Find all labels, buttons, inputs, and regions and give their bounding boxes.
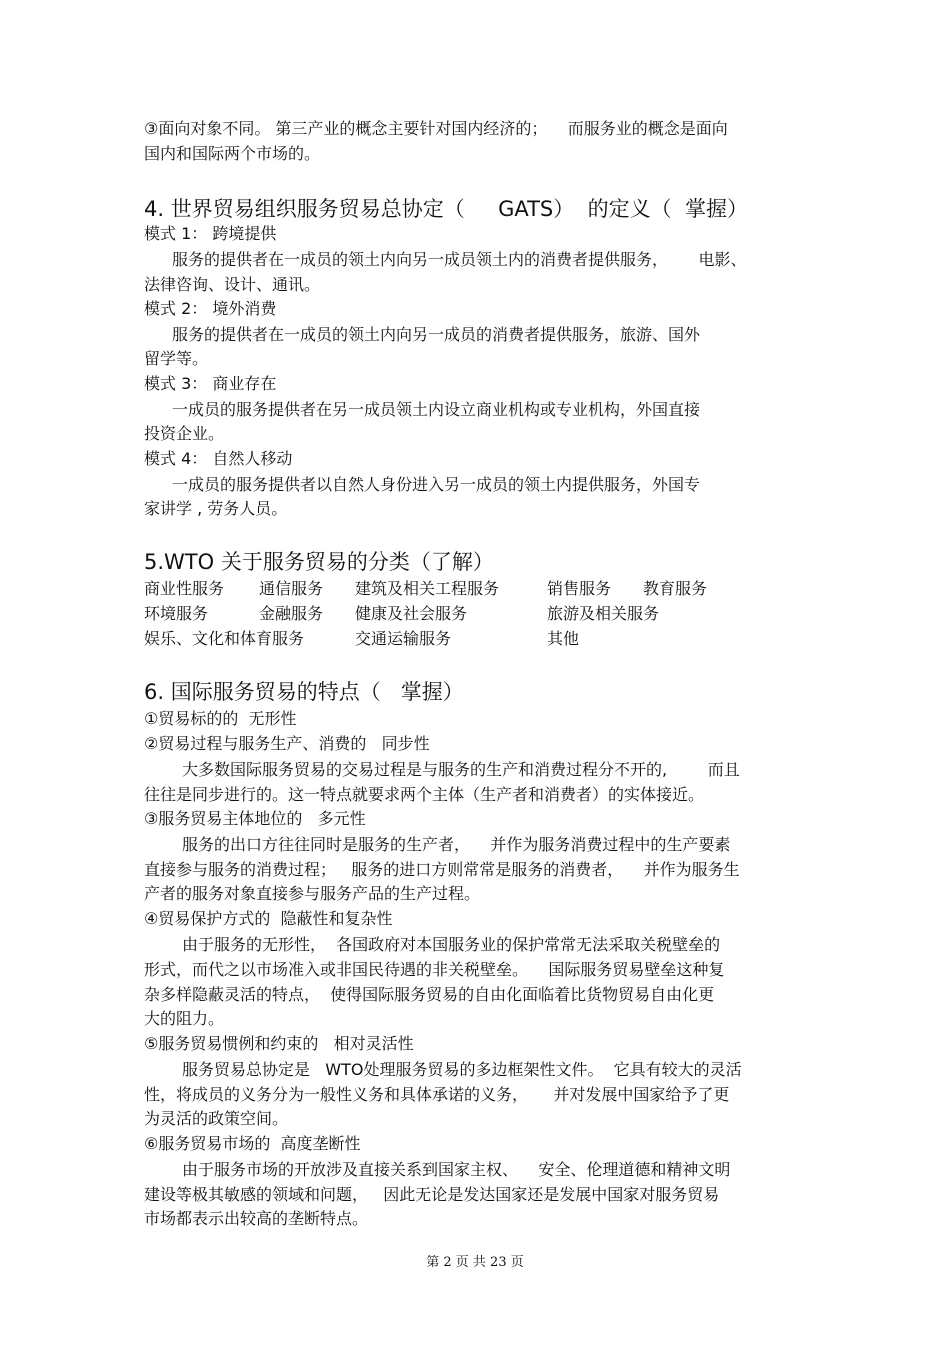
paragraph-line: 由于服务的无形性， 各国政府对本国服务业的保护常常无法采取关税壁垒的	[182, 935, 721, 954]
category-cell: 教育服务	[643, 579, 708, 598]
category-cell: 其他	[547, 629, 580, 648]
feature-label: ④贸易保护方式的 隐蔽性和复杂性	[144, 909, 393, 928]
mode-label: 模式 2： 境外消费	[144, 299, 277, 318]
paragraph-line: 直接参与服务的消费过程； 服务的进口方则常常是服务的消费者， 并作为服务生	[144, 860, 740, 879]
paragraph-line: 家讲学 , 劳务人员。	[144, 499, 288, 518]
mode-label: 模式 3： 商业存在	[144, 374, 277, 393]
paragraph-line: 往往是同步进行的。这一特点就要求两个主体（生产者和消费者）的实体接近。	[144, 785, 705, 804]
paragraph-line: 法律咨询、设计、通讯。	[144, 275, 321, 294]
paragraph-line: 留学等。	[144, 349, 209, 368]
feature-label: ⑥服务贸易市场的 高度垄断性	[144, 1134, 361, 1153]
paragraph-line: 产者的服务对象直接参与服务产品的生产过程。	[144, 884, 481, 903]
page-footer: 第 2 页 共 23 页	[426, 1255, 524, 1270]
paragraph-line: 一成员的服务提供者以自然人身份进入另一成员的领土内提供服务，外国专	[172, 475, 701, 494]
paragraph-line: 大的阻力。	[144, 1009, 225, 1028]
feature-label: ③服务贸易主体地位的 多元性	[144, 809, 366, 828]
category-cell: 销售服务	[547, 579, 612, 598]
paragraph-line: 服务贸易总协定是 WTO处理服务贸易的多边框架性文件。 它具有较大的灵活	[182, 1060, 742, 1079]
category-cell: 旅游及相关服务	[547, 604, 660, 623]
paragraph-line: 服务的出口方往往同时是服务的生产者， 并作为服务消费过程中的生产要素	[182, 835, 731, 854]
paragraph-line: 杂多样隐蔽灵活的特点， 使得国际服务贸易的自由化面临着比货物贸易自由化更	[144, 985, 715, 1004]
intro-line: 国内和国际两个市场的。	[144, 144, 321, 163]
paragraph-line: 投资企业。	[144, 424, 225, 443]
paragraph-line: 由于服务市场的开放涉及直接关系到国家主权、 安全、伦理道德和精神文明	[182, 1160, 731, 1179]
feature-label: ⑤服务贸易惯例和约束的 相对灵活性	[144, 1034, 414, 1053]
mode-label: 模式 4： 自然人移动	[144, 449, 293, 468]
section-4-heading: 4. 世界贸易组织服务贸易总协定（ GATS） 的定义（ 掌握）	[144, 197, 748, 221]
category-cell: 通信服务	[259, 579, 324, 598]
mode-label: 模式 1： 跨境提供	[144, 224, 277, 243]
paragraph-line: 建设等极其敏感的领域和问题， 因此无论是发达国家还是发展中国家对服务贸易	[144, 1185, 720, 1204]
feature-label: ①贸易标的的 无形性	[144, 709, 297, 728]
paragraph-line: 大多数国际服务贸易的交易过程是与服务的生产和消费过程分不开的, 而且	[182, 760, 740, 779]
intro-line: ③面向对象不同。 第三产业的概念主要针对国内经济的； 而服务业的概念是面向	[144, 119, 728, 138]
category-cell: 娱乐、文化和体育服务	[144, 629, 305, 648]
paragraph-line: 服务的提供者在一成员的领土内向另一成员领土内的消费者提供服务， 电影、	[172, 250, 747, 269]
category-cell: 建筑及相关工程服务	[355, 579, 500, 598]
feature-label: ②贸易过程与服务生产、消费的 同步性	[144, 734, 430, 753]
category-cell: 健康及社会服务	[355, 604, 468, 623]
paragraph-line: 形式，而代之以市场准入或非国民待遇的非关税壁垒。 国际服务贸易壁垒这种复	[144, 960, 725, 979]
paragraph-line: 一成员的服务提供者在另一成员领土内设立商业机构或专业机构，外国直接	[172, 400, 701, 419]
paragraph-line: 市场都表示出较高的垄断特点。	[144, 1209, 369, 1228]
category-cell: 金融服务	[259, 604, 324, 623]
category-cell: 环境服务	[144, 604, 209, 623]
paragraph-line: 服务的提供者在一成员的领土内向另一成员的消费者提供服务，旅游、国外	[172, 325, 701, 344]
paragraph-line: 为灵活的政策空间。	[144, 1109, 289, 1128]
category-cell: 交通运输服务	[355, 629, 452, 648]
section-5-heading: 5.WTO 关于服务贸易的分类（了解）	[144, 550, 494, 574]
category-cell: 商业性服务	[144, 579, 225, 598]
section-6-heading: 6. 国际服务贸易的特点（ 掌握）	[144, 680, 464, 704]
paragraph-line: 性，将成员的义务分为一般性义务和具体承诺的义务， 并对发展中国家给予了更	[144, 1085, 730, 1104]
